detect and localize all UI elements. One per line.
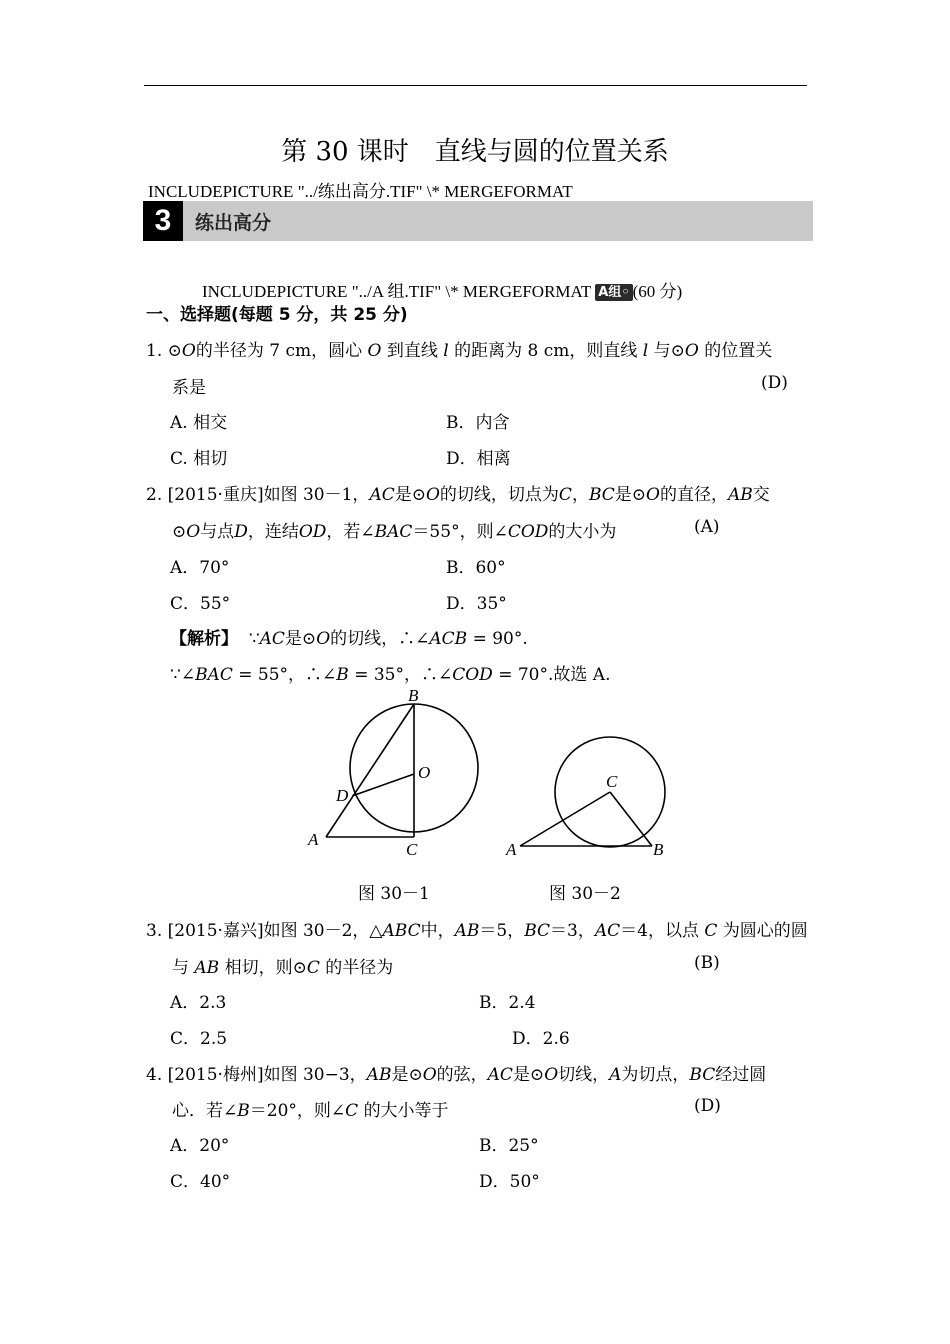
- question-3-line-2: 与 AB 相切，则⊙C 的半径为: [172, 958, 394, 978]
- question-2-option-c: C．55°: [170, 594, 231, 614]
- fig2-label-b: B: [653, 840, 664, 859]
- question-4-line-1: 4. [2015·梅州]如图 30−3，AB是⊙O的弦，AC是⊙O切线，A为切点，BC经过圆: [146, 1065, 767, 1085]
- question-3-line-1: 3. [2015·嘉兴]如图 30－2，△ABC中，AB＝5，BC＝3，AC＝4，以点 C 为圆心的圆: [146, 921, 808, 941]
- group-badge: A组◦: [595, 284, 632, 301]
- question-2-line-2: ⊙O与点D，连结OD，若∠BAC＝55°，则∠COD的大小为: [172, 522, 617, 542]
- question-2-option-a: A．70°: [170, 558, 230, 578]
- fig1-label-d: D: [336, 786, 349, 805]
- question-1-option-d: D．相离: [446, 449, 511, 469]
- question-3-option-d: D．2.6: [512, 1029, 570, 1049]
- question-3-option-b: B．2.4: [479, 993, 536, 1013]
- fig2-label-c: C: [606, 772, 618, 791]
- figure-30-2: [500, 725, 680, 865]
- fig1-label-o: O: [418, 763, 431, 782]
- fig2-line-bc: [610, 792, 652, 846]
- question-1-option-b: B．内含: [446, 413, 510, 433]
- question-1-option-a: A. 相交: [170, 413, 228, 433]
- fig2-line-ac: [520, 792, 610, 846]
- fig1-label-a: A: [308, 830, 319, 849]
- question-1-option-c: C. 相切: [170, 449, 228, 469]
- figure-30-1: [300, 685, 520, 865]
- question-3-answer: (B): [694, 953, 720, 973]
- question-4-option-b: B．25°: [479, 1136, 539, 1156]
- question-2-analysis-line-2: ∵∠BAC = 55°，∴∠B = 35°，∴∠COD = 70°.故选 A.: [170, 665, 611, 685]
- header-rule: [144, 85, 807, 86]
- section-heading: 一、选择题(每题 5 分，共 25 分): [146, 305, 408, 325]
- banner-number: 3: [143, 201, 183, 241]
- page-title: 第 30 课时 直线与圆的位置关系: [281, 137, 669, 167]
- group-points: (60 分): [632, 282, 683, 301]
- question-4-option-a: A．20°: [170, 1136, 230, 1156]
- group-line: [202, 277, 682, 302]
- question-4-line-2: 心．若∠B＝20°，则∠C 的大小等于: [172, 1101, 449, 1121]
- question-4-option-c: C．40°: [170, 1172, 231, 1192]
- fig2-label-a: A: [506, 840, 517, 859]
- question-2-option-b: B．60°: [446, 558, 506, 578]
- fig1-label-b: B: [408, 686, 419, 705]
- figure-30-1-caption: 图 30－1: [358, 884, 430, 904]
- banner-label: 练出高分: [195, 212, 272, 234]
- question-3-option-c: C．2.5: [170, 1029, 228, 1049]
- fig1-label-c: C: [406, 840, 418, 859]
- fig1-line-ab: [326, 704, 414, 837]
- question-1-answer: (D): [761, 373, 788, 393]
- question-4-answer: (D): [694, 1096, 721, 1116]
- question-2-answer: (A): [694, 517, 720, 537]
- include-picture-field-2: INCLUDEPICTURE "../A 组.TIF" \* MERGEFORMAT: [202, 282, 592, 301]
- section-banner: [143, 201, 813, 241]
- question-2-option-d: D．35°: [446, 594, 507, 614]
- figure-30-2-caption: 图 30－2: [549, 884, 621, 904]
- question-1-line-2: 系是: [172, 378, 206, 398]
- question-4-option-d: D．50°: [479, 1172, 540, 1192]
- question-3-option-a: A．2.3: [170, 993, 227, 1013]
- question-1-line-1: 1. ⊙O的半径为 7 cm，圆心 O 到直线 l 的距离为 8 cm，则直线 l 与⊙O 的位置关: [146, 341, 773, 361]
- question-2-line-1: 2. [2015·重庆]如图 30－1，AC是⊙O的切线，切点为C，BC是⊙O的直径，AB交: [146, 485, 770, 505]
- include-picture-field-1: INCLUDEPICTURE "../练出高分.TIF" \* MERGEFORMAT: [148, 182, 573, 201]
- analysis-label: 【解析】: [170, 629, 238, 649]
- question-2-analysis-line-1: 【解析】 ∵AC是⊙O的切线，∴∠ACB = 90°.: [170, 629, 528, 649]
